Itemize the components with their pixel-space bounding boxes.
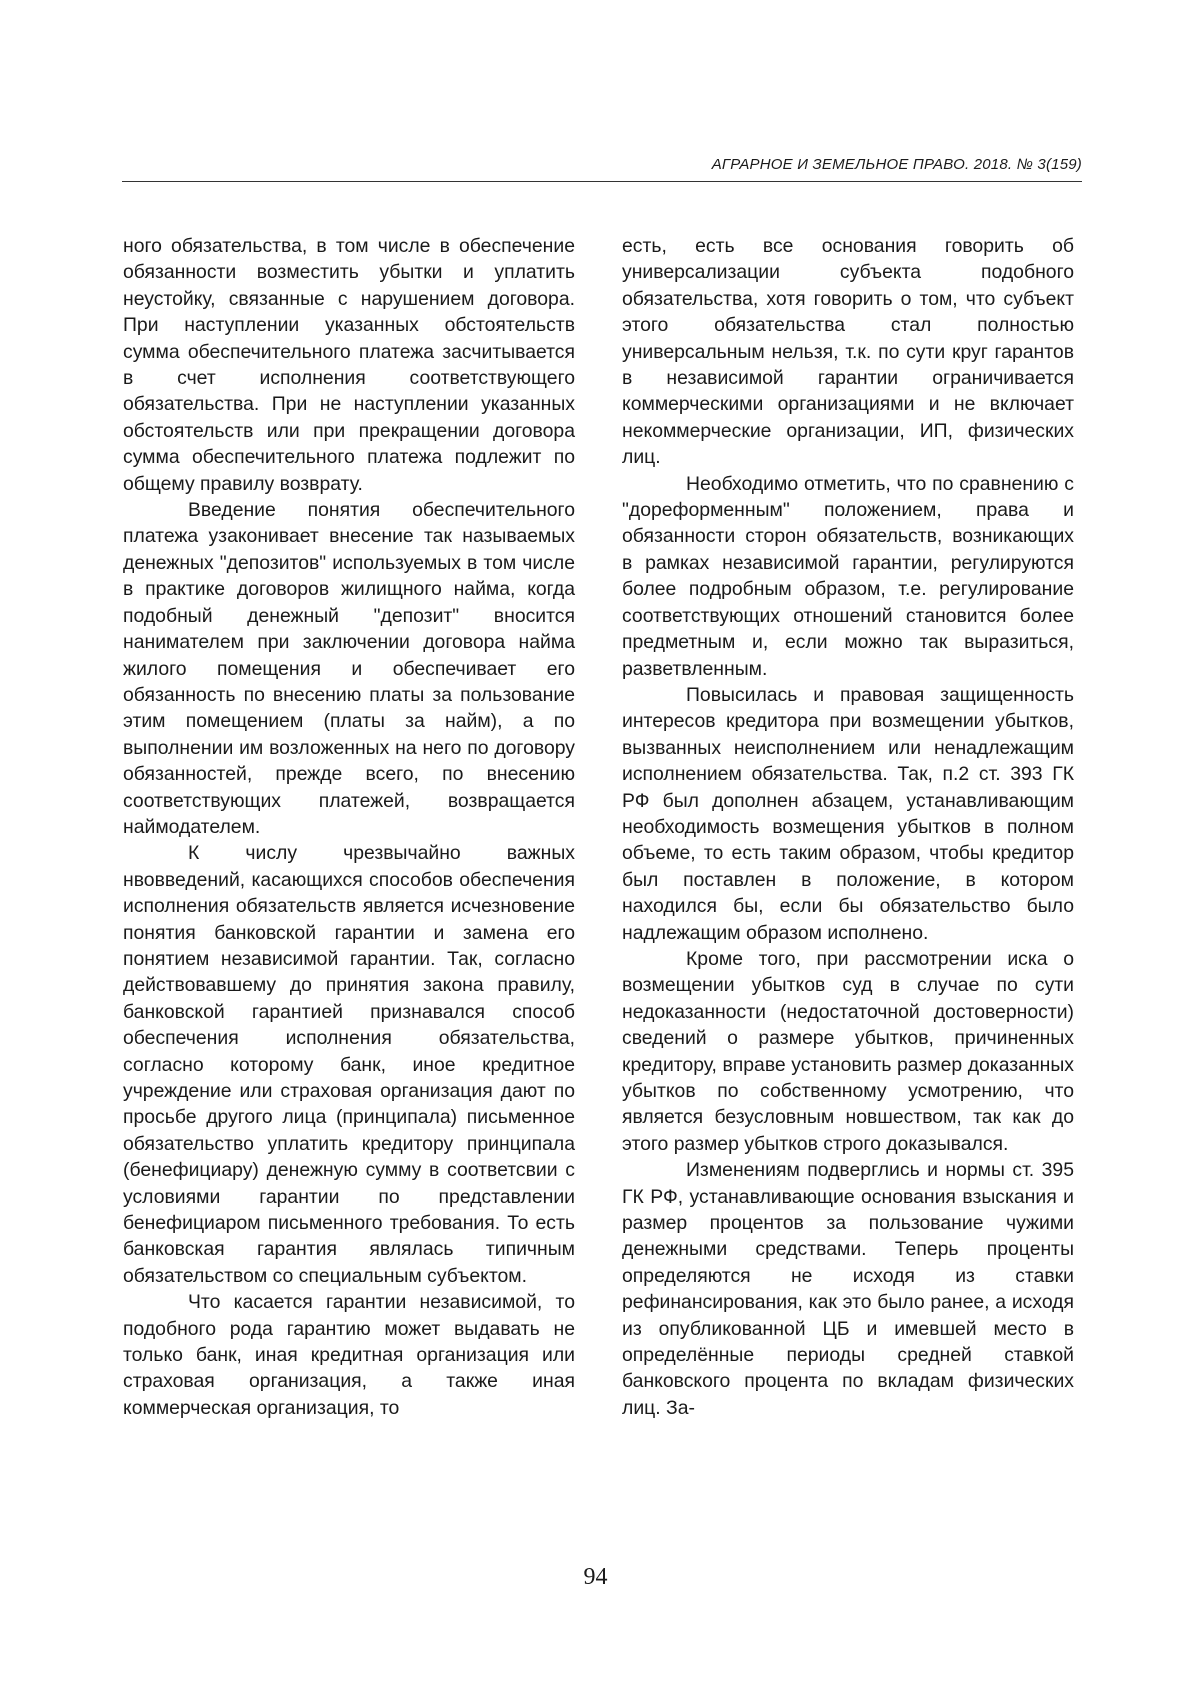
left-paragraph-4: Что касается гарантии независимой, то подобного рода гарантию может выдавать не только банк, иная кредитная организация или страховая организация, а также иная коммерческая организация, то [123,1291,575,1419]
right-paragraph-3: Повысилась и правовая защищенность интересов кредитора при возмещении убытков, вызванных неисполнением или ненадлежащим исполнением обязательства. Так, п.2 ст. 393 ГК РФ был дополнен абзацем, устанавливающим необходимость возмещения убытков в полном объеме, то есть таким образом, чтобы кредитор был поставлен в положение, в котором находился бы, если бы обязательство было надлежащим образом исполнено. [622,683,1074,944]
left-column [123,233,575,1421]
right-paragraph-4: Кроме того, при рассмотрении иска о возмещении убытков суд в случае по сути недоказанности (недостаточной достоверности) сведений о размере убытков, причиненных кредитору, вправе установить размер доказанных убытков по собственному усмотрению, что является безусловным новшеством, так как до этого размер убытков строго доказывался. [622,947,1074,1155]
right-paragraph-2: Необходимо отметить, что по сравнению с "дореформенным" положением, права и обязанности сторон обязательств, возникающих в рамках независимой гарантии, регулируются более подробным образом, т.е. регулирование соответствующих отношений становится более предметным и, если можно так выразиться, разветвленным. [622,472,1074,680]
right-paragraph-1: есть, есть все основания говорить об универсализации субъекта подобного обязательства, хотя говорить о том, что субъект этого обязательства стал полностью универсальным нельзя, т.к. по сути круг гарантов в независимой гарантии ограничивается коммерческими организациями и не включает некоммерческие организации, ИП, физических лиц. [622,235,1074,469]
left-paragraph-1: ного обязательства, в том числе в обеспечение обязанности возместить убытки и уплатить неустойку, связанные с нарушением договора. При наступлении указанных обстоятельств сумма обеспечительного платежа засчитывается в счет исполнения соответствующего обязательства. При не наступлении указанных обстоятельств или при прекращении договора сумма обеспечительного платежа подлежит по общему правилу возврату. [123,235,575,495]
page-number: 94 [583,1564,608,1590]
header-rule [122,181,1082,182]
right-column [622,233,1074,1421]
running-header: АГРАРНОЕ И ЗЕМЕЛЬНОЕ ПРАВО. 2018. № 3(159) [711,156,1082,173]
right-paragraph-5: Изменениям подверглись и нормы ст. 395 ГК РФ, устанавливающие основания взыскания и размер процентов за пользование чужими денежными средствами. Теперь проценты определяются не исходя из ставки рефинансирования, как это было ранее, а исходя из опубликованной ЦБ и имевшей место в определённые периоды средней ставкой банковского процента по вкладам физических лиц. За- [622,1159,1074,1419]
left-paragraph-3: К числу чрезвычайно важных нвовведений, касающихся способов обеспечения исполнения обязательств является исчезновение понятия банковской гарантии и замена его понятием независимой гарантии. Так, согласно действовавшему до принятия закона правилу, банковской гарантией признавался способ обеспечения исполнения обязательства, согласно которому банк, иное кредитное учреждение или страховая организация дают по просьбе другого лица (принципала) письменное обязательство уплатить кредитору принципала (бенефициару) денежную сумму в соответсвии с условиями гарантии по представлении бенефициаром письменного требования. То есть банковская гарантия являлась типичным обязательством со специальным субъектом. [123,842,575,1287]
left-paragraph-2: Введение понятия обеспечительного платежа узаконивает внесение так называемых денежных "депозитов" используемых в том числе в практике договоров жилищного найма, когда подобный денежный "депозит" вносится нанимателем при заключении договора найма жилого помещения и обеспечивает его обязанность по внесению платы за пользование этим помещением (платы за найм), а по выполнении им возложенных на него по договору обязанностей, прежде всего, по внесению соответствующих платежей, возвращается наймодателем. [123,499,575,838]
